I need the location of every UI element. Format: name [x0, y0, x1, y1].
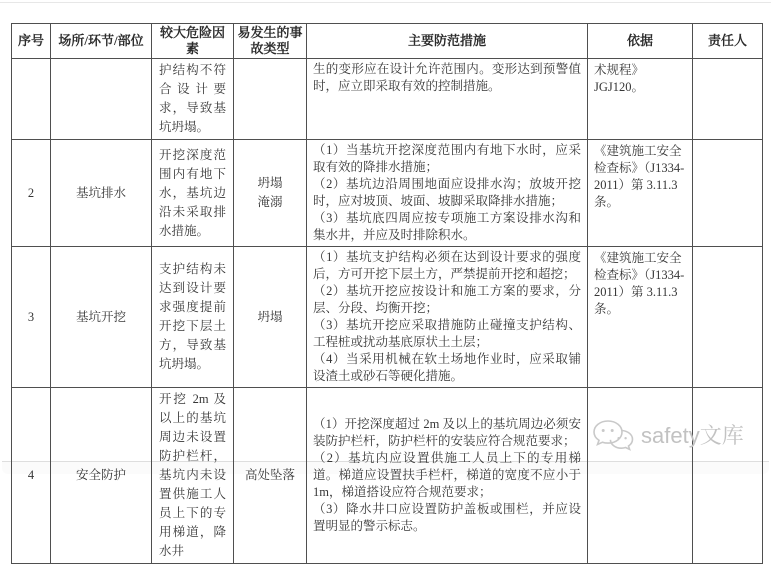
basis-cell: 术规程》JGJ120。 — [588, 59, 693, 140]
responsible-cell — [693, 140, 763, 247]
header-accident-type: 易发生的事故类型 — [234, 24, 307, 59]
accident-type: 坍塌 — [257, 176, 283, 190]
seq-cell: 4 — [12, 388, 51, 564]
place-cell: 基坑开挖 — [51, 247, 152, 388]
accident-type: 淹溺 — [257, 195, 283, 209]
header-basis: 依据 — [588, 24, 693, 59]
header-seq: 序号 — [12, 24, 51, 59]
measure-item: （4）当采用机械在软土场地作业时，应采取铺设渣土或砂石等硬化措施。 — [313, 352, 581, 383]
hazard-cell: 护结构不符合设计要求，导致基坑坍塌。 — [152, 59, 234, 140]
place-cell: 安全防护 — [51, 388, 152, 564]
table-row — [12, 388, 763, 564]
table-row — [12, 140, 763, 247]
hazard-cell: 开挖深度范围内有地下水，基坑边沿未采取排水措施。 — [152, 140, 234, 247]
hazard-cell: 开挖 2m 及以上的基坑周边未设置防护栏杆，基坑内未设置供施工人员上下的专用梯道，降水井 — [152, 388, 234, 564]
responsible-cell — [693, 247, 763, 388]
header-measures: 主要防范措施 — [307, 24, 588, 59]
measure-item: （1）基坑支护结构必须在达到设计要求的强度后，方可开挖下层土方，严禁提前开挖和超挖； — [313, 250, 581, 281]
measure-item: （2）基坑开挖应按设计和施工方案的要求，分层、分段、均衡开挖； — [313, 284, 581, 315]
place-cell — [51, 59, 152, 140]
measures-cell — [307, 388, 588, 564]
accident-type-cell — [234, 140, 307, 247]
measure-item: （2）基坑边沿周围地面应设排水沟；放坡开挖时，应对坡顶、坡面、坡脚采取降排水措施； — [313, 177, 581, 208]
table-row — [12, 59, 763, 140]
accident-type: 高处坠落 — [244, 468, 295, 482]
measure-item: （3）降水井口应设置防护盖板或围栏，并应设置明显的警示标志。 — [313, 502, 581, 533]
basis-cell: 《建筑施工安全检查标》（J1334-2011）第 3.11.3 条。 — [588, 140, 693, 247]
measure-item: （1）开挖深度超过 2m 及以上的基坑周边必须安装防护栏杆，防护栏杆的安装应符合规范要求； — [313, 417, 581, 448]
accident-type-cell — [234, 247, 307, 388]
measure-item: （3）基坑底四周应按专项施工方案设排水沟和集水井，并应及时排除积水。 — [313, 211, 581, 242]
table-header-row — [12, 24, 763, 59]
card-top-border — [0, 2, 771, 3]
accident-type-cell — [234, 59, 307, 140]
responsible-cell — [693, 59, 763, 140]
measures-cell — [307, 140, 588, 247]
measure-item: 生的变形应在设计允许范围内。变形达到预警值时，应立即采取有效的控制措施。 — [313, 62, 581, 93]
seq-cell: 2 — [12, 140, 51, 247]
hazard-cell: 支护结构未达到设计要求强度提前开挖下层土方，导致基坑坍塌。 — [152, 247, 234, 388]
header-place: 场所/环节/部位 — [51, 24, 152, 59]
measures-cell — [307, 247, 588, 388]
header-responsible: 责任人 — [693, 24, 763, 59]
header-hazard: 较大危险因素 — [152, 24, 234, 59]
accident-type: 坍塌 — [257, 309, 283, 324]
seq-cell — [12, 59, 51, 140]
accident-type-cell — [234, 388, 307, 564]
risk-control-table — [11, 23, 763, 564]
place-cell: 基坑排水 — [51, 140, 152, 247]
measure-item: （3）基坑开挖应采取措施防止碰撞支护结构、工程桩或扰动基底原状土土层； — [313, 318, 581, 349]
seq-cell: 3 — [12, 247, 51, 388]
table-row — [12, 247, 763, 388]
measures-cell — [307, 59, 588, 140]
responsible-cell — [693, 388, 763, 564]
measure-item: （1）当基坑开挖深度范围内有地下水时，应采取有效的降排水措施； — [313, 143, 581, 174]
basis-cell — [588, 388, 693, 564]
watermark-text: safety文库 — [641, 423, 744, 448]
measure-item: （2）基坑内应设置供施工人员上下的专用梯道。梯道应设置扶手栏杆，梯道的宽度不应小于 1m，梯道搭设应符合规范要求； — [313, 451, 581, 499]
basis-cell: 《建筑施工安全检查标》（J1334-2011）第 3.11.3 条。 — [588, 247, 693, 388]
